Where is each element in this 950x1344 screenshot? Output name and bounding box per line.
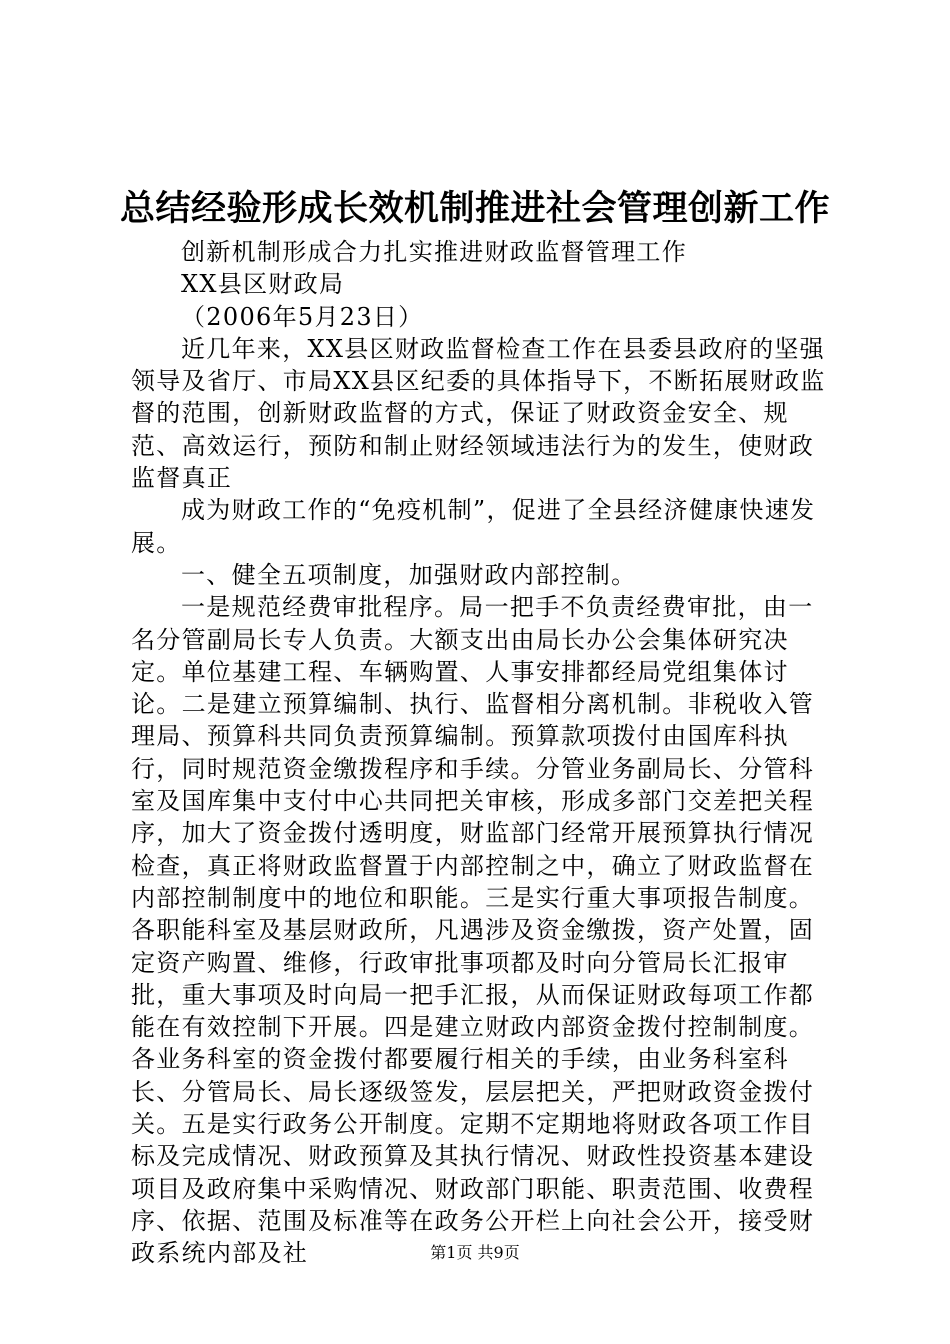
author-line: XX县区财政局	[181, 270, 345, 299]
section-heading: 一、健全五项制度，加强财政内部控制。	[181, 560, 637, 589]
body-paragraph: 成为财政工作的“免疫机制”，促进了全县经济健康快速发展。	[131, 496, 816, 557]
page-number-footer: 第1页 共9页	[430, 1243, 520, 1262]
subtitle-line: 创新机制形成合力扎实推进财政监督管理工作	[181, 238, 687, 266]
body-paragraph: 近几年来，XX县区财政监督检查工作在县委县政府的坚强领导及省厅、市局XX县区纪委的具体指导下，不断拓展财政监督的范围，创新财政监督的方式，保证了财政资金安全、规范、高效运行，预防和制止财经领域违法行为的发生，使财政监督真正	[131, 334, 826, 493]
body-paragraph: 一是规范经费审批程序。局一把手不负责经费审批，由一名分管副局长专人负责。大额支出由局长办公会集体研究决定。单位基建工程、车辆购置、人事安排都经局党组集体讨论。二是建立预算编制、执行、监督相分离机制。非税收入管理局、预算科共同负责预算编制。预算款项拨付由国库科执行，同时规范资金缴拨程序和手续。分管业务副局长、分管科室及国库集中支付中心共同把关审核，形成多部门交差把关程序，加大了资金拨付透明度，财监部门经常开展预算执行情况检查，真正将财政监督置于内部控制之中，确立了财政监督在内部控制制度中的地位和职能。三是实行重大事项报告制度。各职能科室及基层财政所，凡遇涉及资金缴拨，资产处置，固定资产购置、维修，行政审批事项都及时向分管局长汇报审批，重大事项及时向局一把手汇报，从而保证财政每项工作都能在有效控制下开展。四是建立财政内部资金拨付控制制度。各业务科室的资金拨付都要履行相关的手续，由业务科室科长、分管局长、局长逐级签发，层层把关，严把财政资金拨付关。五是实行政务公开制度。定期不定期地将财政各项工作目标及完成情况、财政预算及其执行情况、财政性投资基本建设项目及政府集中采购情况、财政部门职能、职责范围、收费程序、依据、范围及标准等在政务公开栏上向社会公开，接受财政系统内部及社	[131, 593, 815, 1268]
document-title: 总结经验形成长效机制推进社会管理创新工作	[119, 188, 830, 229]
date-line: （2006年5月23日）	[181, 302, 424, 331]
document-body	[131, 236, 831, 1270]
